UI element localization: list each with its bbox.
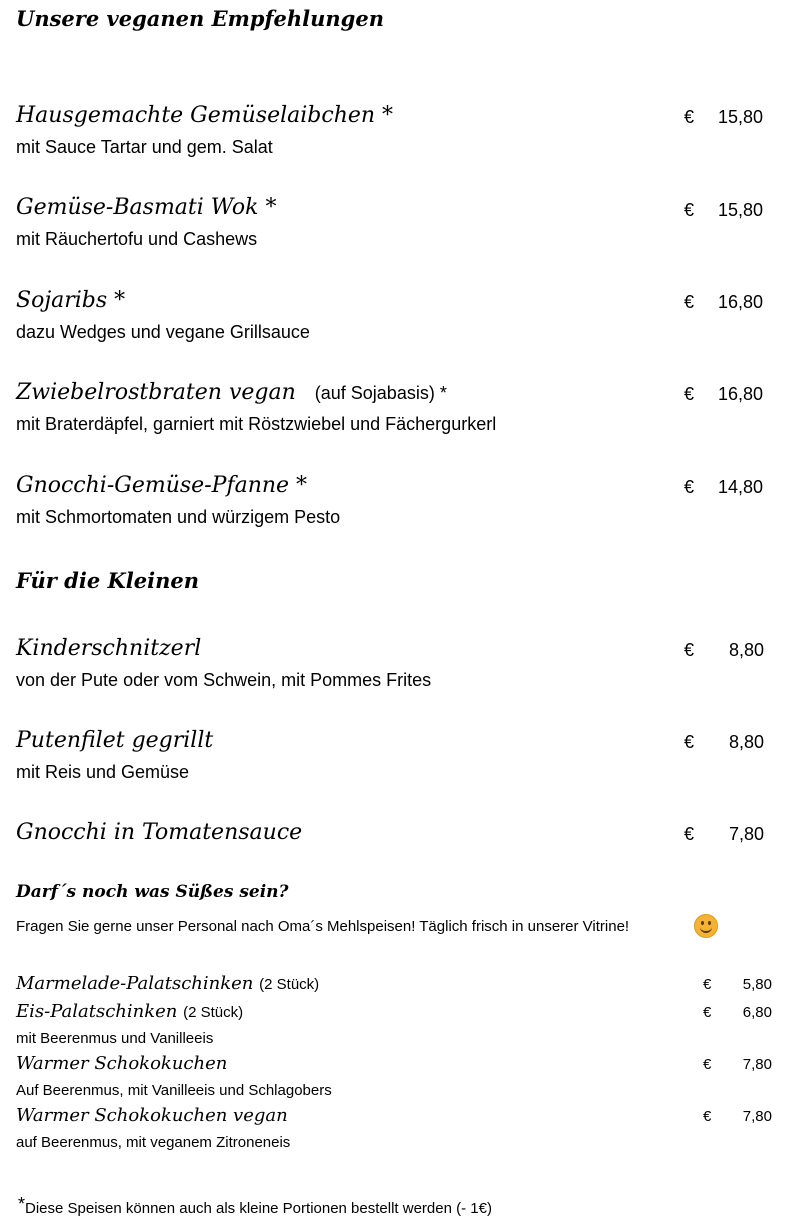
currency-symbol: € <box>703 1108 712 1125</box>
footnote <box>18 1194 492 1217</box>
dish-name: Gnocchi in Tomatensauce <box>16 820 303 845</box>
dessert-description: mit Beerenmus und Vanilleeis <box>16 1030 214 1047</box>
sweets-note: Fragen Sie gerne unser Personal nach Oma´s Mehlspeisen! Täglich frisch in unserer Vitrine! <box>16 918 630 935</box>
dish-name: Gnocchi-Gemüse-Pfanne * <box>16 473 308 498</box>
dish-price: 16,80 <box>717 292 763 312</box>
footnote-text: Diese Speisen können auch als kleine Portionen bestellt werden (- 1€) <box>25 1200 492 1217</box>
currency-symbol: € <box>684 292 695 312</box>
dish-description: mit Sauce Tartar und gem. Salat <box>16 137 273 157</box>
dessert-price: 7,80 <box>742 1056 772 1073</box>
smiling-face-icon <box>694 914 718 938</box>
dessert-name <box>16 973 319 994</box>
dish-description: mit Braterdäpfel, garniert mit Röstzwiebel und Fächergurkerl <box>16 414 497 434</box>
dish-name: Sojaribs * <box>16 288 126 313</box>
currency-symbol: € <box>684 384 695 404</box>
dish-name: Kinderschnitzerl <box>16 636 202 661</box>
footnote-marker: * <box>18 1194 26 1214</box>
dessert-description: auf Beerenmus, mit veganem Zitroneneis <box>16 1134 291 1151</box>
section-heading-kids: Für die Kleinen <box>16 568 199 593</box>
dessert-name: Warmer Schokokuchen <box>16 1053 228 1074</box>
currency-symbol: € <box>684 640 695 660</box>
currency-symbol: € <box>684 477 695 497</box>
dish-price: 15,80 <box>717 107 763 127</box>
mouth <box>700 924 712 933</box>
currency-symbol: € <box>684 200 695 220</box>
currency-symbol: € <box>703 1004 712 1021</box>
dish-price: 14,80 <box>717 477 763 497</box>
dish-name <box>16 380 447 405</box>
dessert-name-suffix: (2 Stück) <box>183 1004 244 1021</box>
dish-description: dazu Wedges und vegane Grillsauce <box>16 322 310 342</box>
dish-name-text: Zwiebelrostbraten vegan <box>16 380 296 405</box>
dessert-name <box>16 1001 243 1022</box>
dessert-price: 5,80 <box>742 976 772 993</box>
currency-symbol: € <box>684 824 695 844</box>
dessert-name: Warmer Schokokuchen vegan <box>16 1105 288 1126</box>
dish-description: mit Schmortomaten und würzigem Pesto <box>16 507 341 527</box>
dessert-name-suffix: (2 Stück) <box>259 976 320 993</box>
section-heading-sweets: Darf´s noch was Süßes sein? <box>16 882 289 902</box>
dessert-price: 7,80 <box>742 1108 772 1125</box>
dessert-description: Auf Beerenmus, mit Vanilleeis und Schlagobers <box>16 1082 332 1099</box>
dish-description: mit Reis und Gemüse <box>16 762 190 782</box>
dessert-price: 6,80 <box>742 1004 772 1021</box>
currency-symbol: € <box>684 732 695 752</box>
dish-price: 8,80 <box>728 732 764 752</box>
dish-price: 15,80 <box>717 200 763 220</box>
dish-name: Putenfilet gegrillt <box>16 728 214 753</box>
dish-name-suffix: (auf Sojabasis) * <box>314 383 447 403</box>
dish-name: Gemüse-Basmati Wok * <box>16 195 277 220</box>
dessert-name-text: Marmelade-Palatschinken <box>16 973 254 994</box>
currency-symbol: € <box>703 976 712 993</box>
dish-price: 7,80 <box>728 824 764 844</box>
dish-description: mit Räuchertofu und Cashews <box>16 229 258 249</box>
dish-price: 8,80 <box>728 640 764 660</box>
dish-name: Hausgemachte Gemüselaibchen * <box>16 103 394 128</box>
section-heading-vegan: Unsere veganen Empfehlungen <box>16 6 384 31</box>
dessert-name-text: Eis-Palatschinken <box>16 1001 178 1022</box>
dish-price: 16,80 <box>717 384 763 404</box>
dish-description: von der Pute oder vom Schwein, mit Pommes Frites <box>16 670 432 690</box>
currency-symbol: € <box>684 107 695 127</box>
currency-symbol: € <box>703 1056 712 1073</box>
